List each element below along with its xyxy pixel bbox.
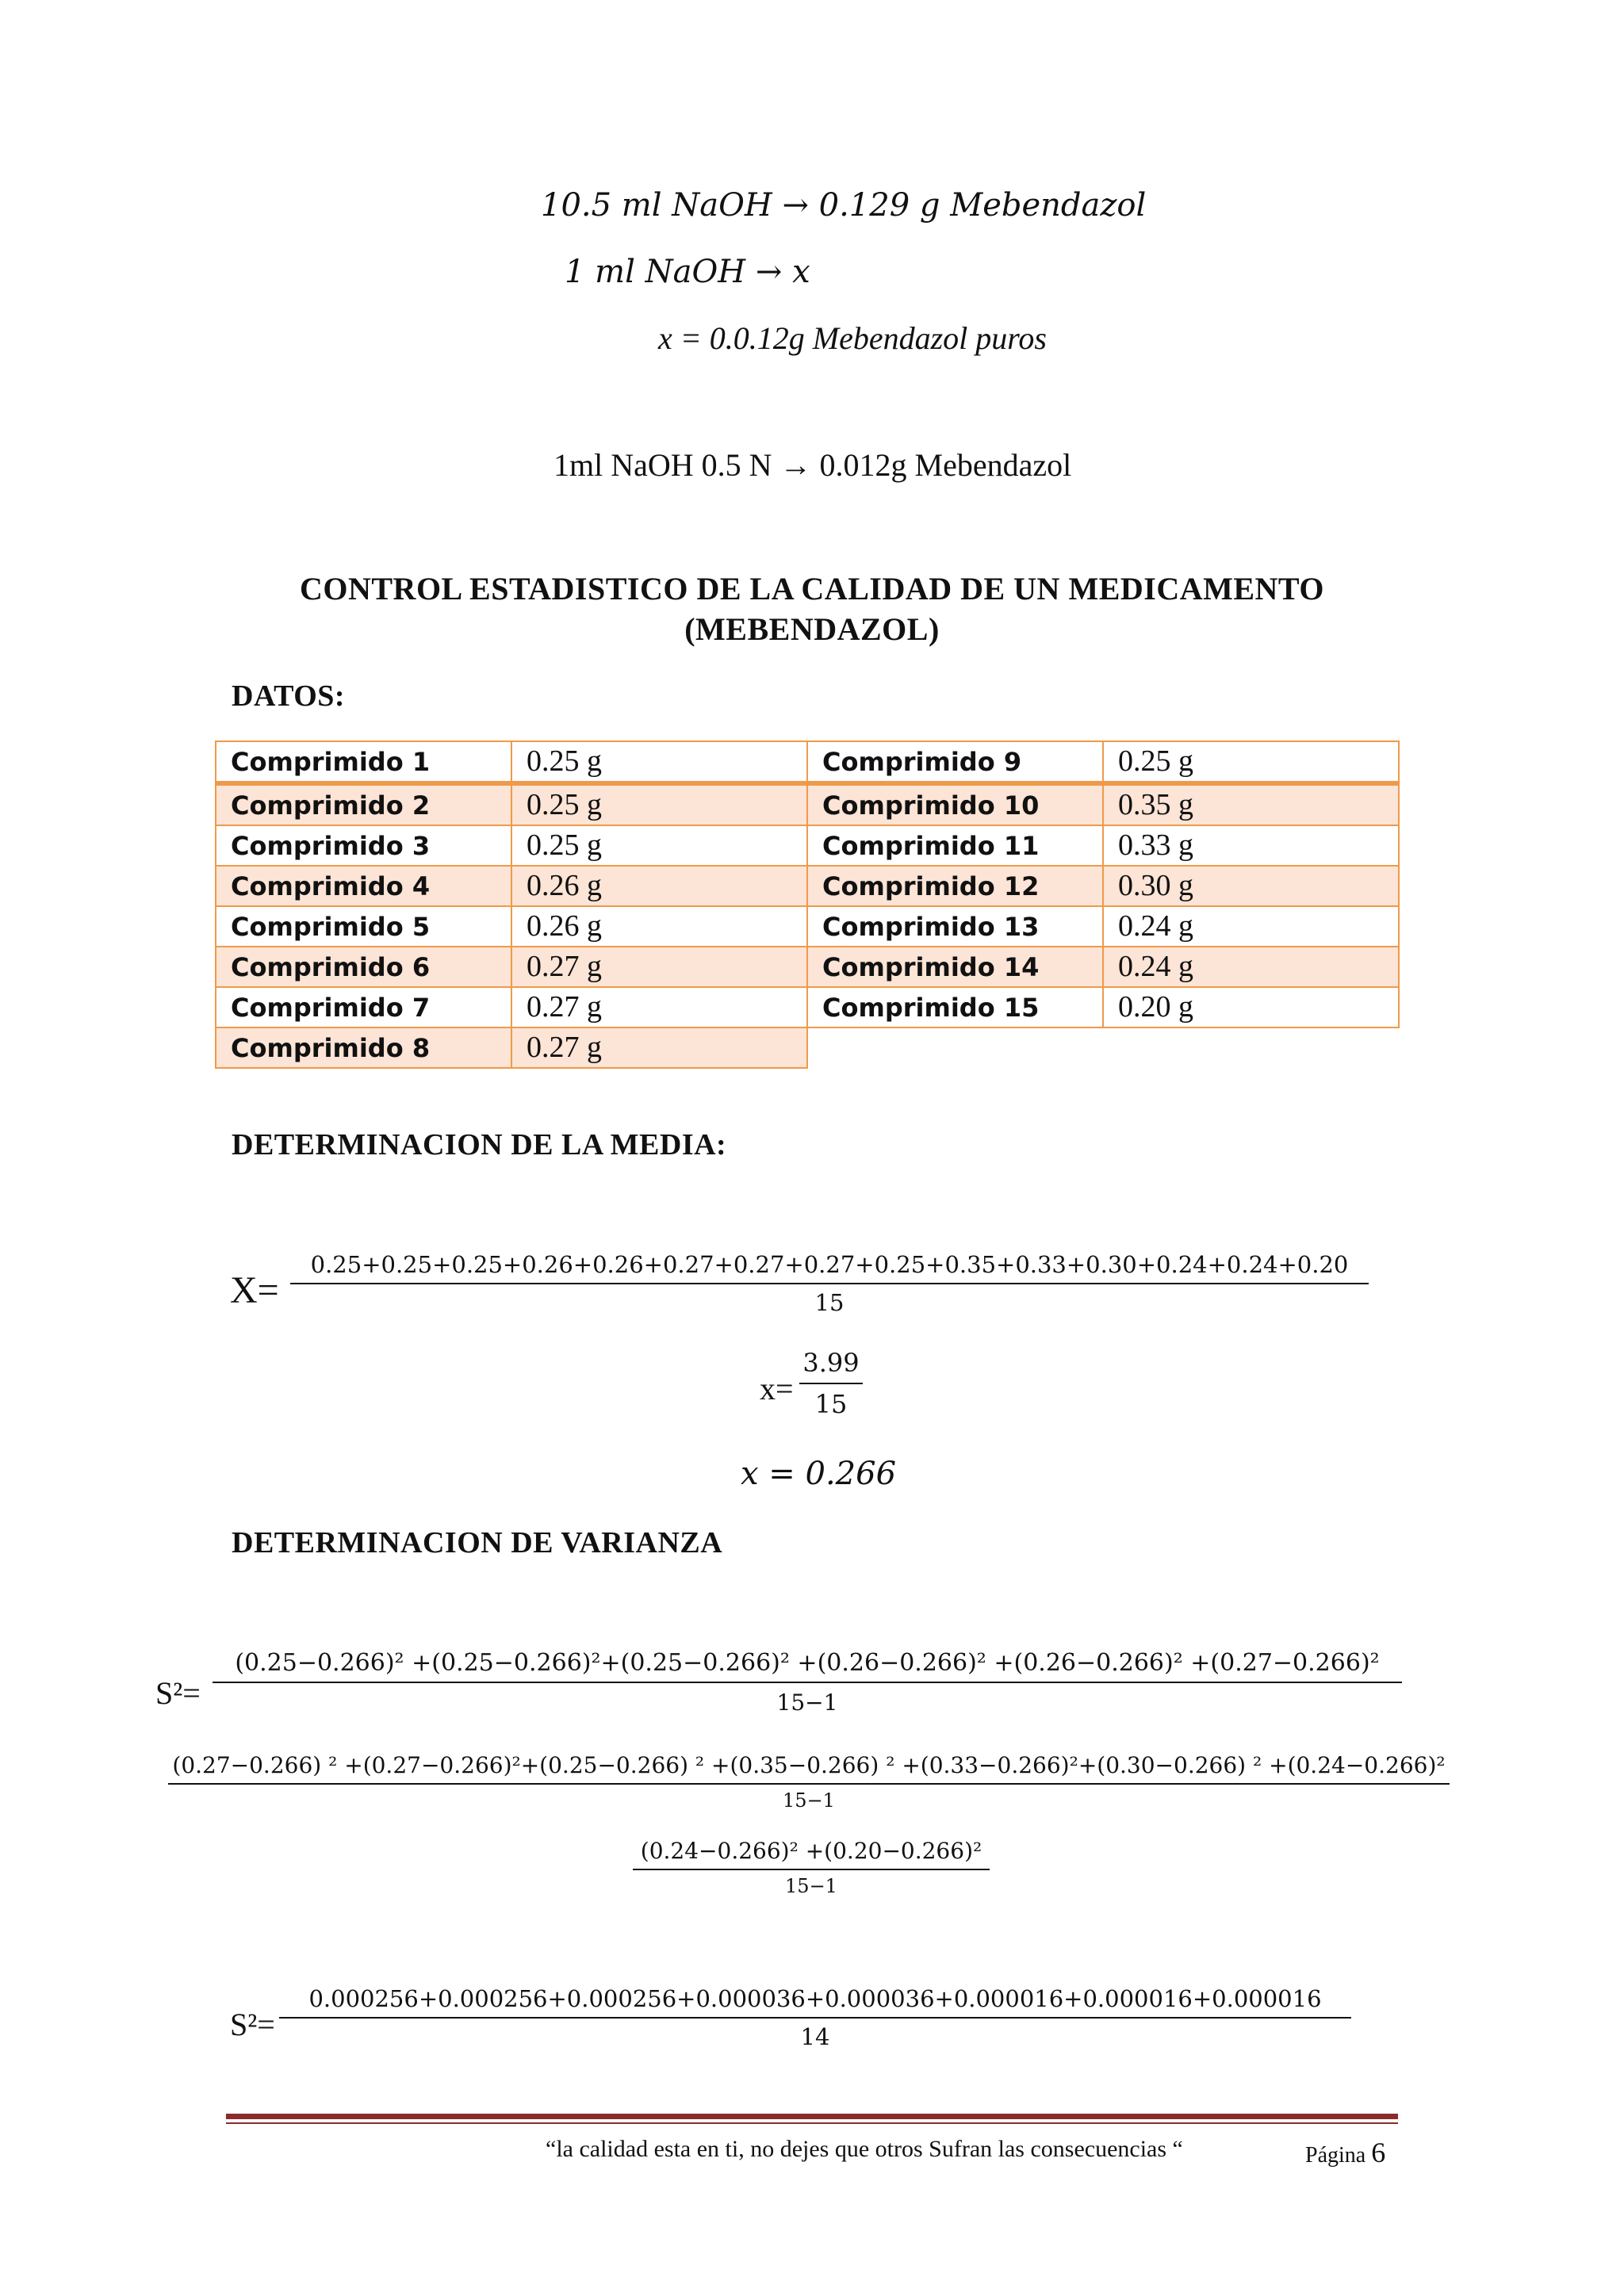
varianza-s2-label: S²= — [155, 1675, 201, 1711]
varianza-denominator-3: 15−1 — [785, 1875, 837, 1897]
varianza-denominator-2: 15−1 — [783, 1789, 835, 1812]
table-cell-value: 0.25 g — [511, 825, 807, 866]
table-cell-value: 0.24 g — [1103, 947, 1399, 987]
page-title-line-2: (MEBENDAZOL) — [684, 611, 940, 647]
varianza-fraction-2 — [168, 1752, 1450, 1812]
table-cell-name: Comprimido 10 — [807, 783, 1103, 825]
table-cell-name: Comprimido 5 — [216, 906, 511, 947]
table-row — [807, 947, 1399, 987]
table-row — [216, 741, 807, 783]
media-heading: DETERMINACION DE LA MEDIA: — [232, 1128, 727, 1161]
table-cell-name: Comprimido 14 — [807, 947, 1103, 987]
table-cell-name: Comprimido 7 — [216, 987, 511, 1027]
table-cell-value: 0.25 g — [1103, 741, 1399, 783]
table-cell-value: 0.20 g — [1103, 987, 1399, 1027]
table-row — [216, 906, 807, 947]
media-total-denominator: 15 — [814, 1389, 848, 1419]
varianza-numerator-3: (0.24−0.266)² +(0.20−0.266)² — [640, 1838, 982, 1864]
table-row — [216, 866, 807, 906]
table-row — [216, 987, 807, 1027]
table-cell-value: 0.25 g — [511, 783, 807, 825]
conversion-result: x = 0.0.12g Mebendazol puros — [658, 320, 1047, 356]
data-table-right — [806, 740, 1400, 1028]
varianza-fraction-4 — [279, 1985, 1351, 2050]
conversion-line-2: 1 ml NaOH → x — [565, 254, 810, 290]
table-cell-name: Comprimido 9 — [807, 741, 1103, 783]
varianza-numerator-2: (0.27−0.266) ² +(0.27−0.266)²+(0.25−0.266) ² +(0.35−0.266) ² +(0.33−0.266)²+(0.30−0.266) ² +(0.24−0.266)² — [172, 1752, 1446, 1778]
table-cell-name: Comprimido 8 — [216, 1027, 511, 1068]
media-x-label: X= — [230, 1269, 279, 1311]
table-cell-name: Comprimido 12 — [807, 866, 1103, 906]
footer-page-label: Página — [1305, 2143, 1366, 2168]
footer-page-number: 6 — [1371, 2137, 1386, 2168]
table-row — [807, 987, 1399, 1027]
media-total-numerator: 3.99 — [802, 1348, 860, 1378]
table-row — [807, 906, 1399, 947]
table-cell-name: Comprimido 13 — [807, 906, 1103, 947]
varianza-fraction-3 — [633, 1838, 990, 1897]
table-cell-name: Comprimido 3 — [216, 825, 511, 866]
table-row — [807, 866, 1399, 906]
table-cell-value: 0.27 g — [511, 947, 807, 987]
table-row — [216, 1027, 807, 1068]
media-sum-denominator: 15 — [814, 1289, 845, 1316]
table-cell-name: Comprimido 4 — [216, 866, 511, 906]
varianza-denominator-4: 14 — [800, 2023, 830, 2050]
page-title-line-1: CONTROL ESTADISTICO DE LA CALIDAD DE UN MEDICAMENTO — [299, 571, 1324, 607]
table-cell-value: 0.30 g — [1103, 866, 1399, 906]
media-total-fraction — [799, 1348, 863, 1419]
table-cell-value: 0.24 g — [1103, 906, 1399, 947]
table-row — [807, 741, 1399, 783]
table-cell-value: 0.33 g — [1103, 825, 1399, 866]
table-cell-name: Comprimido 2 — [216, 783, 511, 825]
table-cell-value: 0.26 g — [511, 866, 807, 906]
varianza-denominator-1: 15−1 — [776, 1689, 838, 1716]
varianza-numerator-4: 0.000256+0.000256+0.000256+0.000036+0.000036+0.000016+0.000016+0.000016 — [308, 1985, 1322, 2012]
table-row — [216, 825, 807, 866]
table-cell-name: Comprimido 1 — [216, 741, 511, 783]
conversion-line-1: 10.5 ml NaOH → 0.129 g Mebendazol — [541, 187, 1147, 224]
media-x2-label: x= — [760, 1371, 794, 1406]
varianza-fraction-1 — [213, 1649, 1402, 1716]
table-cell-value: 0.27 g — [511, 987, 807, 1027]
table-cell-value: 0.35 g — [1103, 783, 1399, 825]
table-row — [807, 783, 1399, 825]
media-result: x = 0.266 — [741, 1456, 897, 1492]
footer-rule-thin — [226, 2122, 1398, 2124]
table-cell-name: Comprimido 15 — [807, 987, 1103, 1027]
data-table-left — [215, 740, 808, 1069]
media-sum-fraction — [290, 1251, 1369, 1316]
media-sum-numerator: 0.25+0.25+0.25+0.26+0.26+0.27+0.27+0.27+0.25+0.35+0.33+0.30+0.24+0.24+0.20 — [310, 1251, 1349, 1278]
footer-rule — [226, 2114, 1398, 2119]
varianza-s2b-label: S²= — [230, 2007, 275, 2042]
table-cell-name: Comprimido 11 — [807, 825, 1103, 866]
footer-page — [1305, 2136, 1385, 2169]
varianza-numerator-1: (0.25−0.266)² +(0.25−0.266)²+(0.25−0.266)² +(0.26−0.266)² +(0.26−0.266)² +(0.27−0.266)² — [235, 1649, 1380, 1677]
table-cell-value: 0.27 g — [511, 1027, 807, 1068]
datos-label: DATOS: — [232, 679, 346, 713]
varianza-heading: DETERMINACION DE VARIANZA — [232, 1526, 723, 1559]
table-cell-name: Comprimido 6 — [216, 947, 511, 987]
table-row — [807, 825, 1399, 866]
table-row — [216, 947, 807, 987]
conversion-factor: 1ml NaOH 0.5 N → 0.012g Mebendazol — [553, 447, 1072, 483]
table-cell-value: 0.26 g — [511, 906, 807, 947]
table-row — [216, 783, 807, 825]
table-cell-value: 0.25 g — [511, 741, 807, 783]
footer-quote: “la calidad esta en ti, no dejes que otros Sufran las consecuencias “ — [546, 2136, 1183, 2162]
